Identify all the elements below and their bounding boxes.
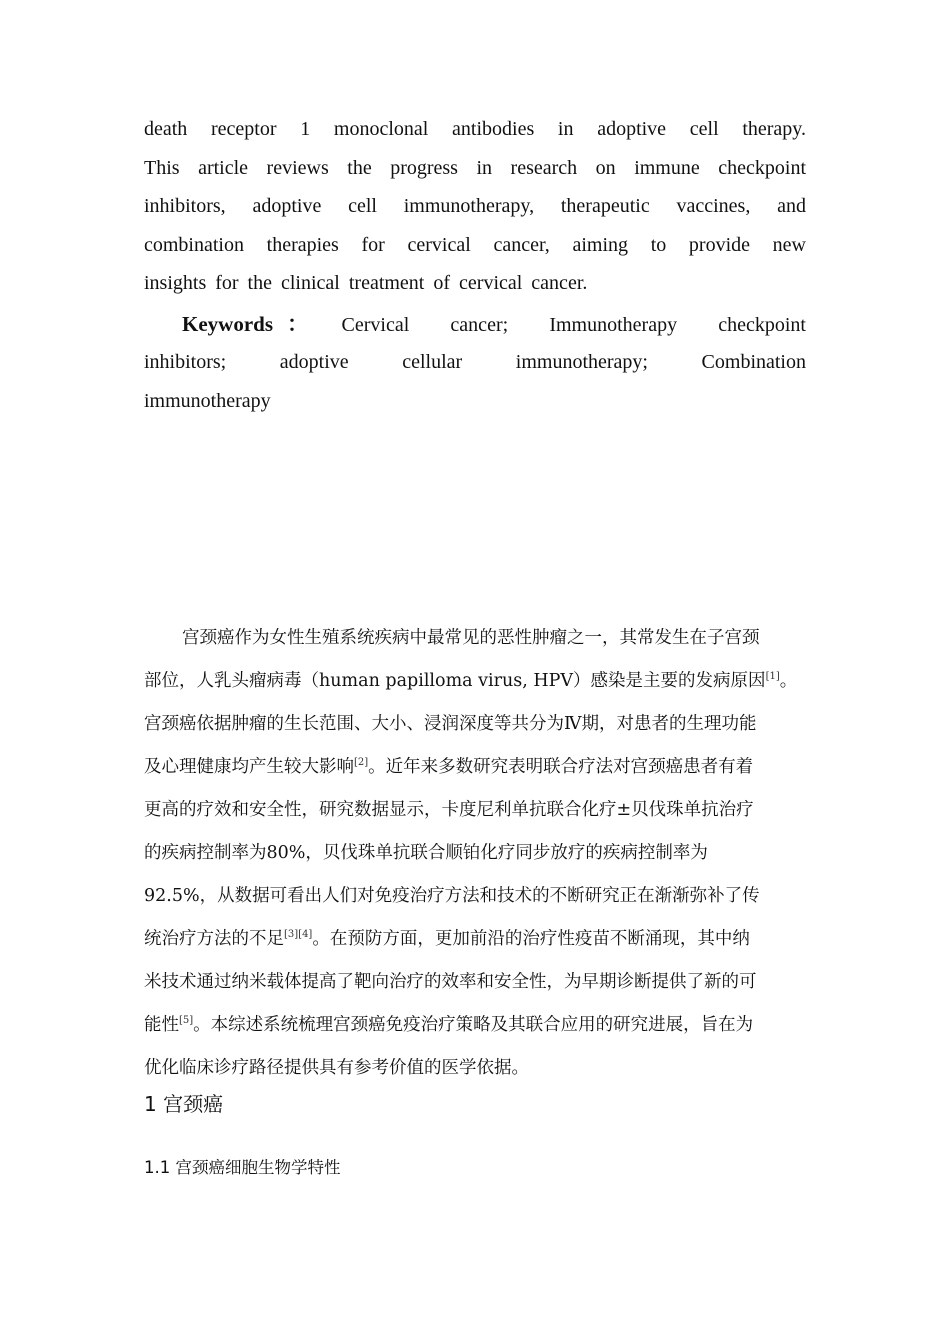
keywords-text-2: inhibitors; adoptive cellular immunotherapy; Combination [144,351,806,373]
body-line-10-text: 能性 [144,1015,179,1035]
citation: [2] [354,757,369,769]
citation: [1] [765,671,780,683]
citation: [3][4] [284,929,313,941]
body-line-8-end: 。在预防方面，更加前沿的治疗性疫苗不断涌现，其中纳 [312,929,750,949]
body-line-10-end: 。本综述系统梳理宫颈癌免疫治疗策略及其联合应用的研究进展，旨在为 [193,1015,754,1035]
subsection-heading: 1.1 宫颈癌细胞生物学特性 [144,1158,341,1177]
abstract-line-1: death receptor 1 monoclonal antibodies in adoptive cell therapy. [144,118,806,140]
abstract-line-5: insights for the clinical treatment of cervical cancer. [144,272,588,294]
abstract-line-3: inhibitors, adoptive cell immunotherapy, therapeutic vaccines, and [144,195,806,217]
keywords-label: Keywords： [182,312,323,336]
abstract-line-4: combination therapies for cervical cancer, aiming to provide new [144,234,806,256]
body-line-1: 宫颈癌作为女性生殖系统疾病中最常见的恶性肿瘤之一，其常发生在子宫颈 [182,628,760,648]
body-line-9: 米技术通过纳米载体提高了靶向治疗的效率和安全性，为早期诊断提供了新的可 [144,972,757,992]
keywords-text-1: Cervical cancer; Immunotherapy checkpoint [341,314,806,336]
body-line-2-text: 部位，人乳头瘤病毒（human papilloma virus, HPV）感染是主要的发病原因 [144,671,766,691]
keywords-row [182,308,806,338]
citation: [5] [179,1015,194,1027]
body-line-2 [144,667,797,692]
body-line-11: 优化临床诊疗路径提供具有参考价值的医学依据。 [144,1058,529,1078]
body-line-8 [144,925,750,950]
body-line-10 [144,1011,753,1036]
body-line-6: 的疾病控制率为80%，贝伐珠单抗联合顺铂化疗同步放疗的疾病控制率为 [144,843,708,863]
body-line-7: 92.5%，从数据可看出人们对免疫治疗方法和技术的不断研究正在渐渐弥补了传 [144,886,760,906]
abstract-line-2: This article reviews the progress in research on immune checkpoint [144,157,806,179]
body-line-4 [144,753,753,778]
body-line-4-end: 。近年来多数研究表明联合疗法对宫颈癌患者有着 [368,757,754,777]
body-line-2-end: 。 [779,671,798,691]
body-line-4-text: 及心理健康均产生较大影响 [144,757,354,777]
section-heading: 1 宫颈癌 [144,1092,224,1116]
keywords-text-3: immunotherapy [144,390,271,412]
body-line-3: 宫颈癌依据肿瘤的生长范围、大小、浸润深度等共分为Ⅳ期，对患者的生理功能 [144,714,757,734]
body-line-8-text: 统治疗方法的不足 [144,929,284,949]
body-line-5: 更高的疗效和安全性，研究数据显示，卡度尼利单抗联合化疗±贝伐珠单抗治疗 [144,800,754,820]
